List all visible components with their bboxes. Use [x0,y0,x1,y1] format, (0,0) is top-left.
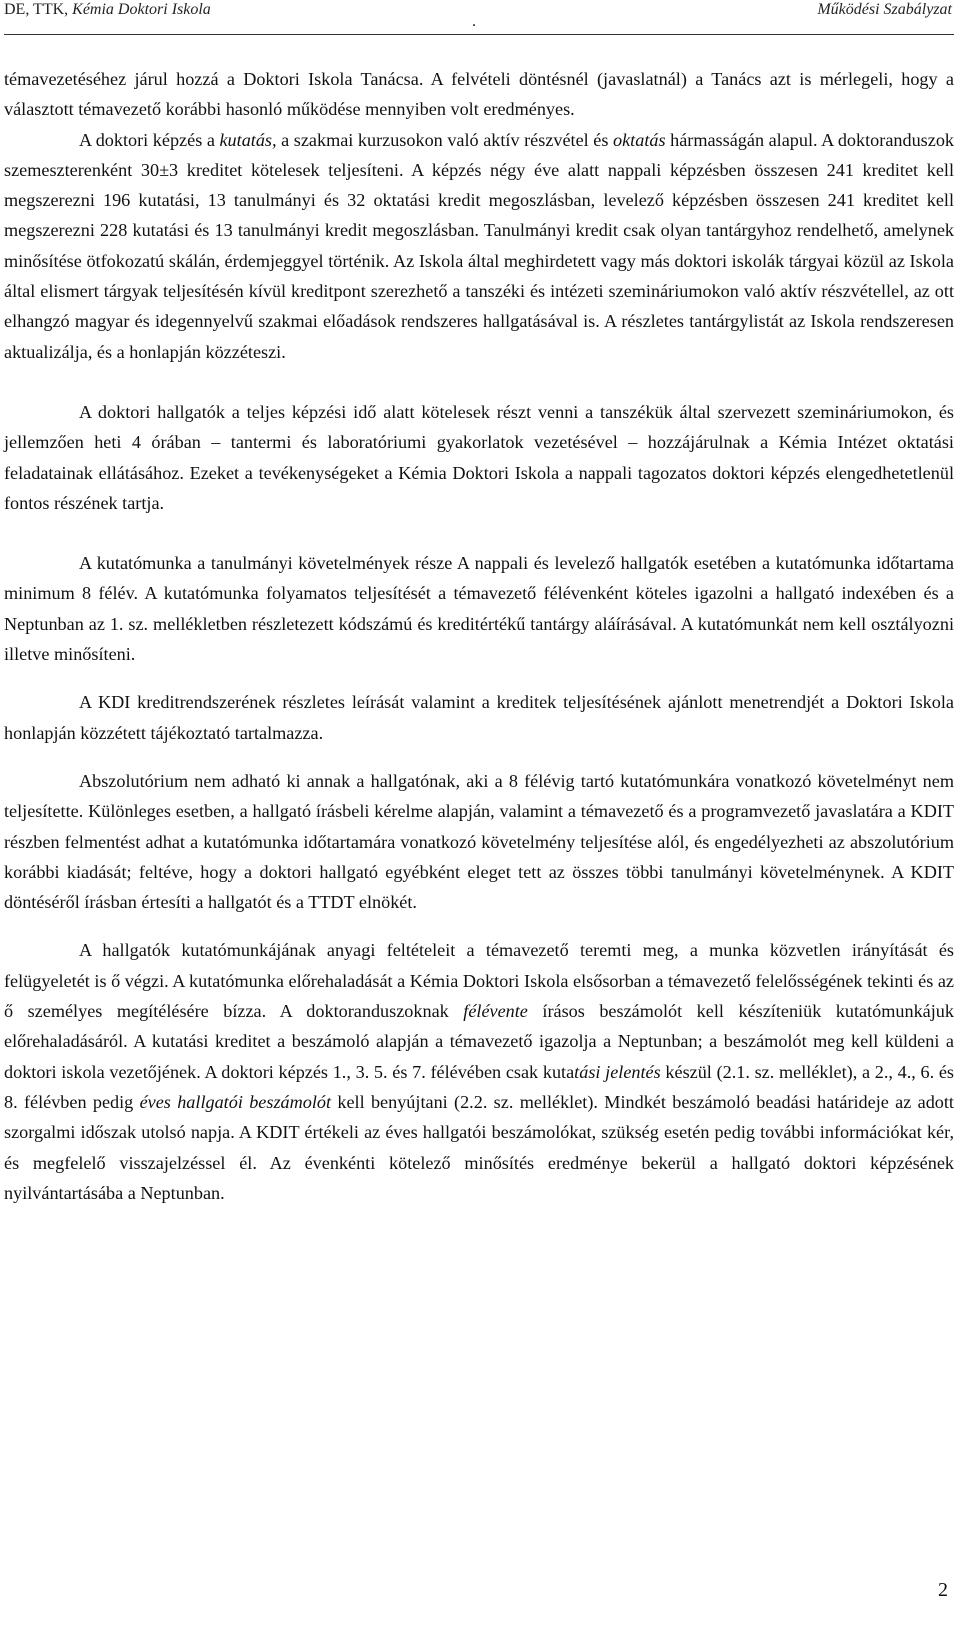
emphasis-annual-report: éves hallgatói beszámolót [139,1091,332,1112]
paragraph-supervisor-approval: témavezetéséhez járul hozzá a Doktori Iskola Tanácsa. A felvételi döntésnél (javaslatnál) a Tanács azt is mérlegeli, hogy a választott témavezető korábbi hasonló működése mennyiben volt eredményes. [4,69,954,120]
text-run: A doktori képzés a [79,129,220,150]
header-faculty: DE, TTK, [4,1,73,18]
header-document-title: Működési Szabályzat [817,1,952,18]
paragraph-credit-system [4,125,954,367]
header-school-name: Kémia Doktori Iskola [72,1,211,18]
paragraph-seminar-obligations: A doktori hallgatók a teljes képzési idő alatt kötelesek részt venni a tanszékük által szervezett szemináriumokon, és jellemzően heti 4 órában – tantermi és laboratóriumi gyakorlatok vezetésével – hozzájárulnak a Kémia Intézet oktatási feladatainak ellátásához. Ezeket a tevékenységeket a Kémia Doktori Iskola a nappali tagozatos doktori képzés elengedhetetlenül fontos részének tartja. [4,401,954,513]
text-run: A hallgatók kutatómunkájának anyagi feltételeit a témavezető teremti meg, a munka közvetlen irányítását és felügyeletét is ő végzi. A kutatómunka előrehaladását a Kémia Doktori Iskola elsősorban a témavezető felelősségének tekinti és az ő személyes megítélésére bízza. A doktoranduszoknak [4,940,954,1022]
text-run: írásos beszámolót kell készíteniük kutatómunkájuk előrehaladásáról. A kutatási kreditet a beszámoló alapján a témavezető igazolja a Neptunban; a beszámolót meg kell küldeni a doktori iskola vezetőjének. A doktori képzés 1., 3. 5. és 7. félévében csak kuta [4,1001,954,1082]
text-run: hármasságán alapul. A doktoranduszok szemeszterenként 30±3 kreditet kötelesek teljesíteni. A képzés négy éve alatt nappali képzésben összesen 241 kreditet kell megszerezni 196 kutatási, 13 tanulmányi és 32 oktatási kredit megoszlásban, levelező képzésben összesen 241 kreditet kell megszerezni 228 kutatási és 13 tanulmányi kredit megoszlásban. Tanulmányi kredit csak olyan tantárgyhoz rendelhető, amelynek minősítése ötfokozatú skálán, érdemjeggyel történik. Az Iskola által meghirdetett vagy más doktori iskolák tárgyai közül az Iskola által elismert tárgyak teljesítésén kívül kreditpont szerezhető a tanszéki és intézeti szemináriumokon való aktív részvétellel, az ott elhangzó magyar és idegennyelvű szakmai előadások rendszeres hallgatásával is. A részletes tantárgylistát az Iskola rendszeresen aktualizálja, és a honlapján közzéteszi. [4,129,955,362]
text-run: készül (2.1. sz. melléklet), a 2., 4., 6. és 8. félévben pedig [4,1061,954,1112]
header-center-mark: . [472,13,476,30]
paragraph-credit-schedule: A KDI kreditrendszerének részletes leírását valamint a kreditek teljesítésének ajánlott menetrendjét a Doktori Iskola honlapján közzétett tájékoztató tartalmazza. [4,692,954,743]
text-run: a szakmai kurzusokon való aktív részvétel és [276,129,614,150]
page-header [0,0,960,40]
header-institution [4,0,211,20]
page-number: 2 [938,1579,948,1601]
paragraph-research-requirements: A kutatómunka a tanulmányi követelmények része A nappali és levelező hallgatók esetében a kutatómunka időtartama minimum 8 félév. A kutatómunka folyamatos teljesítését a témavezető félévenként köteles igazolni a hallgató indexében és a Neptunban az 1. sz. mellékletben részletezett kódszámú és kreditértékű tantárgy aláírásával. A kutatómunkát nem kell osztályozni illetve minősíteni. [4,553,954,665]
paragraph-absolutorium: Abszolutórium nem adható ki annak a hallgatónak, aki a 8 félévig tartó kutatómunkára vonatkozó követelményt nem teljesítette. Különleges esetben, a hallgató írásbeli kérelme alapján, valamint a témavezető és a programvezető javaslatára a KDIT részben felmentést adhat a kutatómunka időtartamára vonatkozó követelmény teljesítése alól, és engedélyezheti az abszolutórium korábbi kiadását; feltéve, hogy a doktori hallgató egyébként eleget tett az összes többi tanulmányi követelménynek. A KDIT döntéséről írásban értesíti a hallgatót és a TTDT elnökét. [4,770,954,913]
paragraph-research-reports [4,935,954,1208]
document-body [4,64,954,1208]
emphasis-research-report: tási jelentés [574,1061,661,1082]
text-run: kell benyújtani (2.2. sz. melléklet). Mindkét beszámoló beadási határideje az adott szorgalmi időszak utolsó napja. A KDIT értékeli az éves hallgatói beszámolókat, szükség esetén pedig további információkat kér, és megfelelő visszajelzéssel él. Az évenkénti kötelező minősítés eredménye bekerül a hallgató doktori képzésének nyilvántartásába a Neptunban. [4,1091,954,1203]
header-divider [4,34,954,35]
emphasis-semester: félévente [463,1001,528,1022]
emphasis-research: kutatás, [219,129,277,150]
emphasis-teaching: oktatás [613,129,666,150]
